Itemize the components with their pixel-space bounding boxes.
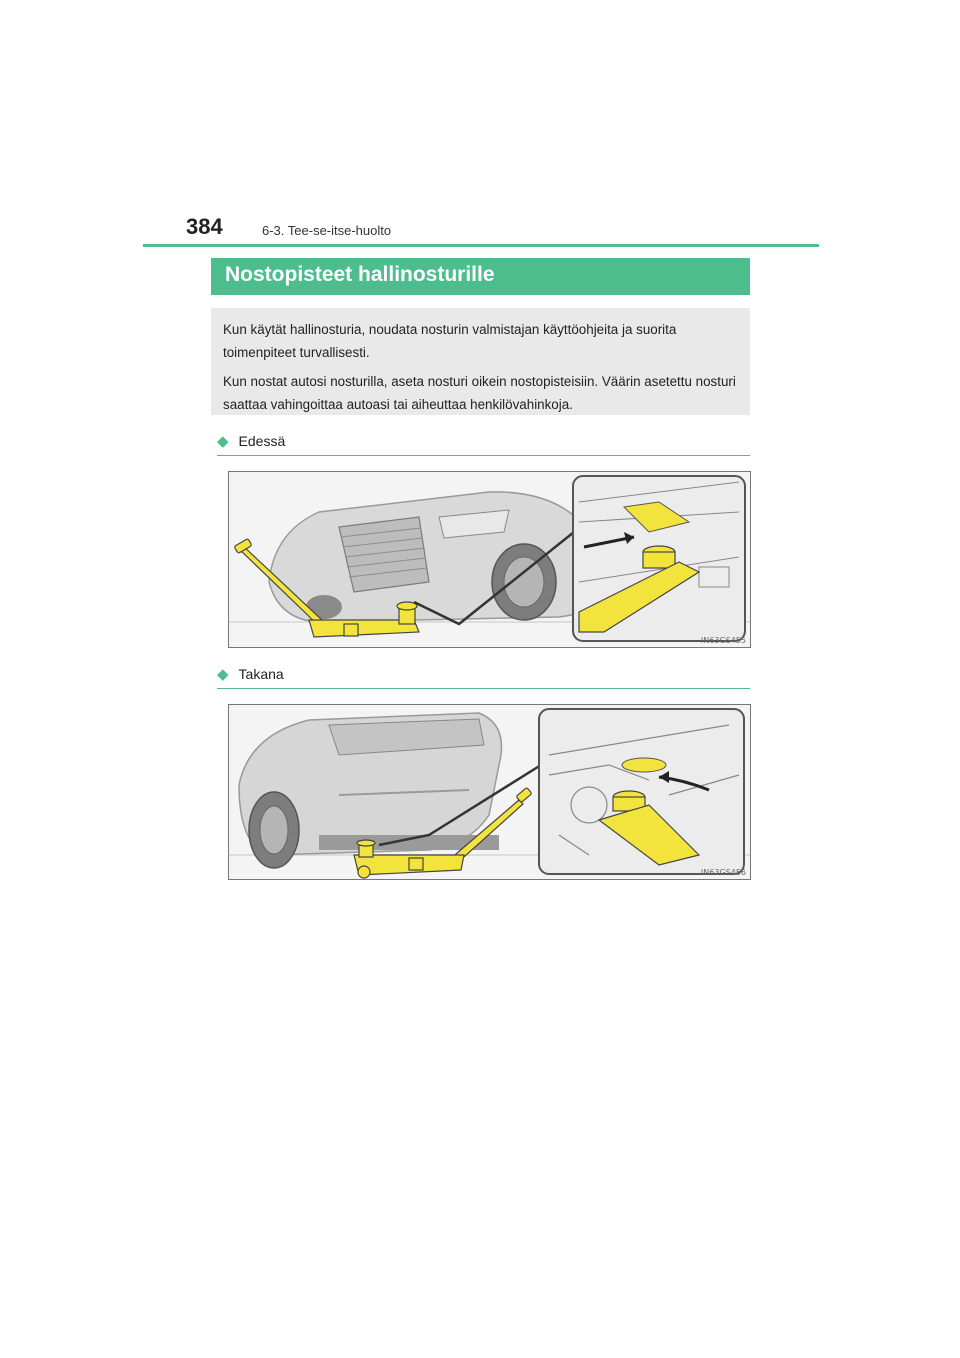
page-number: 384 [186,214,223,239]
diamond-icon: ◆ [217,433,229,450]
front-subheading [217,432,285,450]
front-divider [217,455,750,456]
front-figure-code: IN63GS455 [700,636,746,645]
front-car-illustration [229,472,750,647]
rear-divider [217,688,750,689]
chapter-title: 6-3. Tee-se-itse-huolto [262,223,392,238]
rear-figure-code: IN63GS456 [700,868,746,877]
intro-paragraph-2: Kun nostat autosi nosturilla, aseta nosturi oikein nostopisteisiin. Väärin asetettu nosturi saattaa vahingoittaa autoasi tai aiheuttaa henkilövahinkoja. [223,374,736,412]
intro-box [211,308,750,415]
intro-paragraph-1: Kun käytät hallinosturia, noudata nosturin valmistajan käyttöohjeita ja suorita toimenpiteet turvallisesti. [223,322,677,360]
rear-car-illustration [229,705,750,879]
header-divider [143,244,819,247]
front-label: Edessä [238,433,286,449]
rear-jack-figure [228,704,751,880]
rear-subheading [217,665,284,683]
front-jack-figure [228,471,751,648]
section-title: Nostopisteet hallinosturille [225,263,495,286]
section-header [211,258,750,295]
rear-label: Takana [238,666,284,682]
diamond-icon: ◆ [217,666,229,683]
